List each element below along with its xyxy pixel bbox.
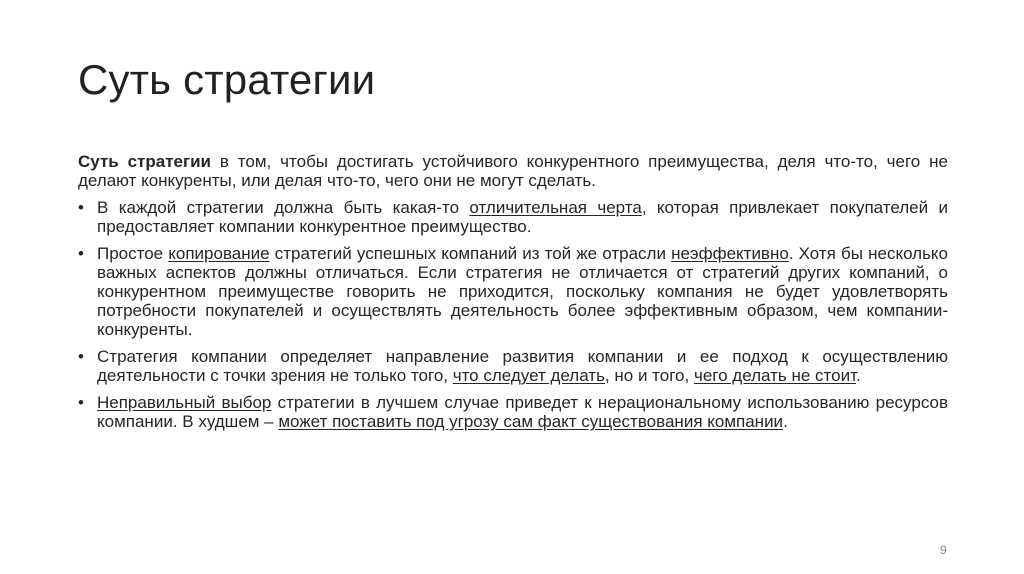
bullet-item-2 xyxy=(78,244,948,339)
bullet-3-text-1: Стратегия компании определяет направление развития компании и ее подход к осуществлению деятельности с точки зрения не только того, xyxy=(97,347,948,385)
bullet-1-text-2: , которая привлекает покупателей и предоставляет компании конкурентное преимущество. xyxy=(97,198,948,236)
intro-text: в том, чтобы достигать устойчивого конкурентного преимущества, деля что-то, чего не делают конкуренты, или делая что-то, чего они не могут сделать. xyxy=(78,152,948,190)
intro-paragraph xyxy=(78,152,948,190)
bullet-list xyxy=(78,198,948,431)
bullet-3-text-2: , но и того, xyxy=(604,366,694,385)
bullet-4-underlined-1: Неправильный выбор xyxy=(97,393,272,412)
bullet-icon: • xyxy=(78,393,84,412)
slide-body xyxy=(78,152,948,439)
bullet-2-underlined-1: копирование xyxy=(168,244,270,263)
bullet-2-text-2: стратегий успешных компаний из той же отрасли xyxy=(269,244,672,263)
bullet-icon: • xyxy=(78,198,84,217)
bullet-3-underlined-2: чего делать не стоит xyxy=(693,366,856,385)
bullet-2-underlined-2: неэффективно xyxy=(671,244,789,263)
page-number: 9 xyxy=(940,543,947,557)
slide-title: Суть стратегии xyxy=(78,56,376,103)
bullet-item-3 xyxy=(78,347,948,385)
bullet-4-text-2: . xyxy=(783,412,788,431)
bullet-2-text-3: . Хотя бы несколько важных аспектов должны отличаться. Если стратегия не отличается от стратегий других компаний, о конкурентном преимуществе говорить не приходится, поскольку компания не будет удовлетворять потребности покупателей и осуществлять деятельность более эффективным образом, чем компании-конкуренты. xyxy=(97,244,949,339)
bullet-3-underlined-1: что следует делать xyxy=(452,366,605,385)
bullet-icon: • xyxy=(78,347,84,366)
intro-bold-term: Суть стратегии xyxy=(78,152,211,171)
bullet-1-underlined-1: отличительная черта xyxy=(469,198,642,217)
bullet-4-underlined-2: может поставить под угрозу сам факт существования компании xyxy=(278,412,784,431)
bullet-3-text-3: . xyxy=(855,366,861,385)
bullet-1-text-1: В каждой стратегии должна быть какая-то xyxy=(97,198,470,217)
bullet-icon: • xyxy=(78,244,84,263)
bullet-4-text-1: стратегии в лучшем случае приведет к нерациональному использованию ресурсов компании. В худшем – xyxy=(97,393,948,431)
bullet-item-1 xyxy=(78,198,948,236)
bullet-item-4 xyxy=(78,393,948,431)
bullet-2-text-1: Простое xyxy=(97,244,169,263)
